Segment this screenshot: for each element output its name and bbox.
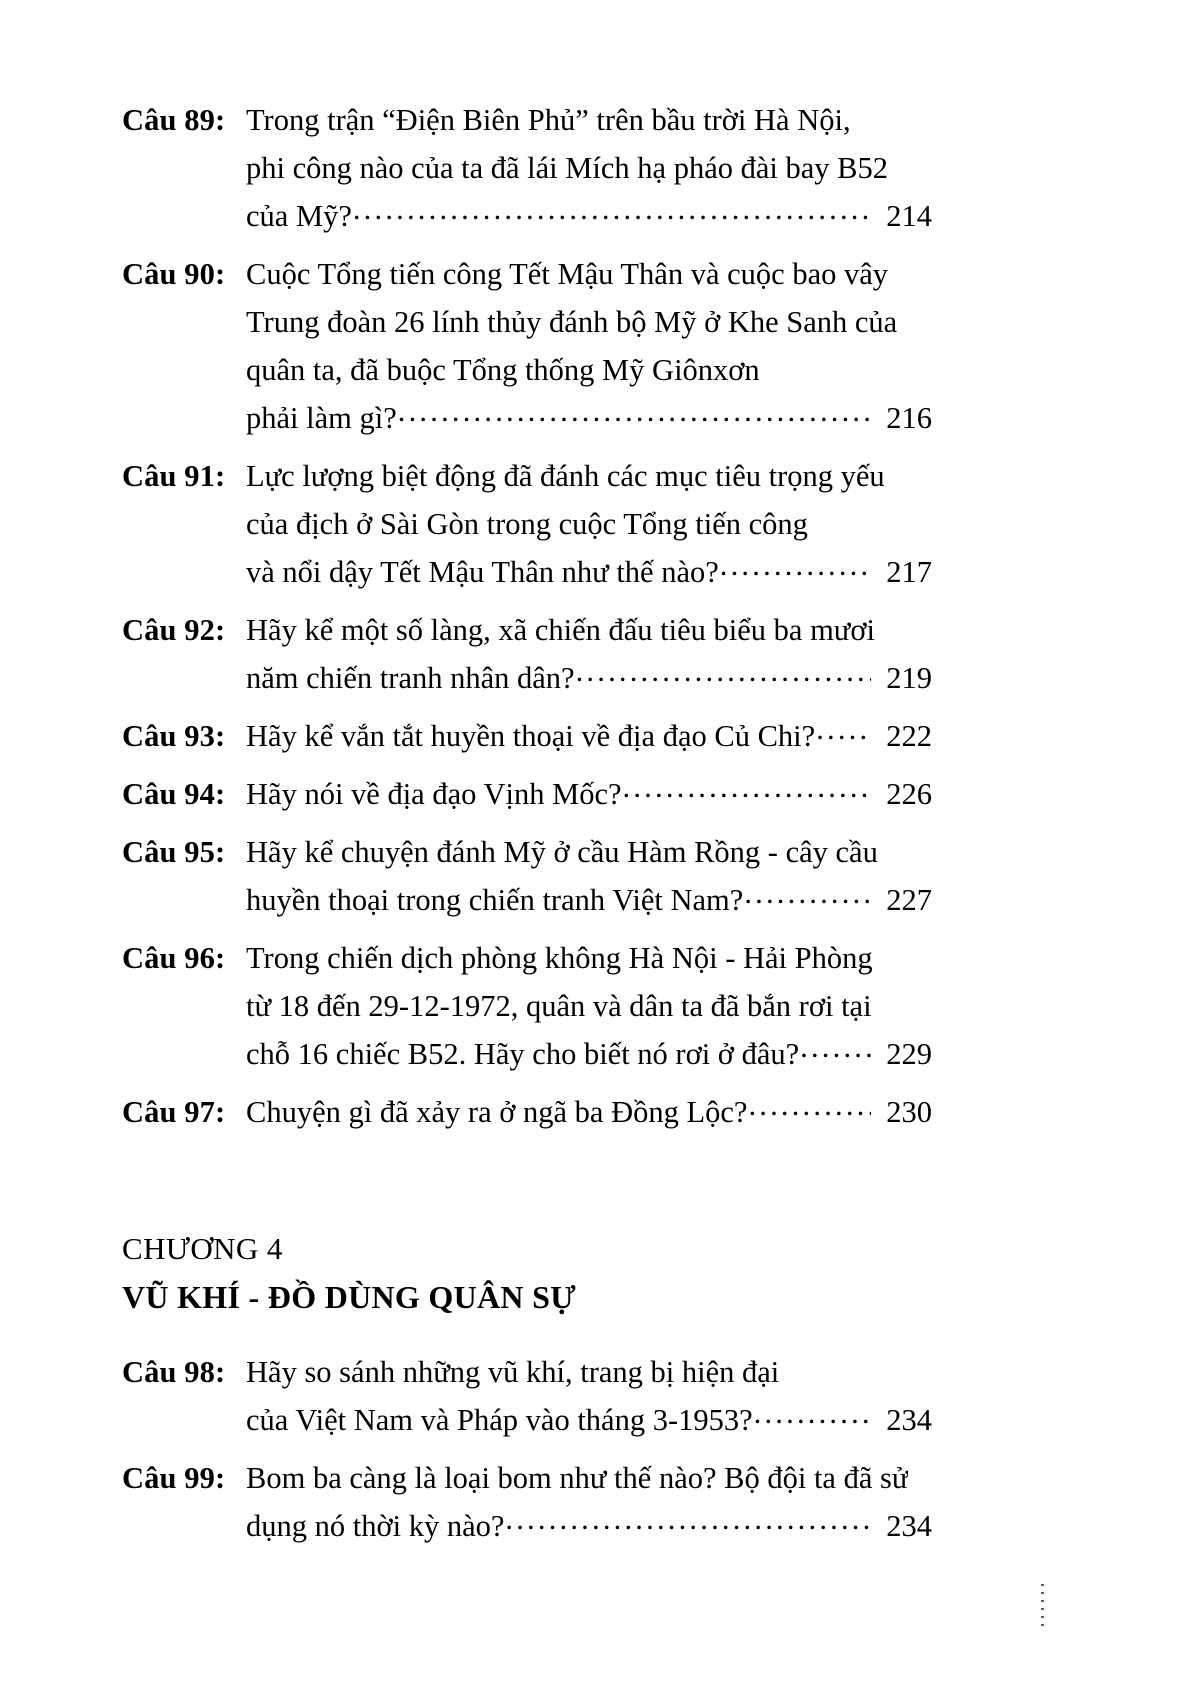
toc-entry-text: phải làm gì? — [246, 401, 397, 435]
toc-entry[interactable] — [122, 452, 932, 596]
toc-entry-line — [122, 1030, 932, 1078]
leader-dots — [353, 196, 871, 227]
toc-entry-text: Chuyện gì đã xảy ra ở ngã ba Đồng Lộc? — [246, 1095, 748, 1129]
toc-entry-line — [122, 96, 932, 144]
leader-dots — [754, 1400, 871, 1431]
toc-entry[interactable] — [122, 1454, 932, 1550]
leader-dots — [720, 552, 871, 583]
toc-page-number: 222 — [886, 719, 932, 753]
toc-entry-text: Trong chiến dịch phòng không Hà Nội - Hải Phòng — [246, 941, 873, 975]
toc-entry-line — [122, 1396, 932, 1444]
toc-entry-label: Câu 97: — [122, 1095, 226, 1129]
leader-dots — [623, 774, 871, 805]
toc-entry-text: quân ta, đã buộc Tổng thống Mỹ Giônxơn — [246, 353, 760, 387]
toc-entry-label: Câu 90: — [122, 257, 226, 291]
toc-entry-label: Câu 98: — [122, 1355, 226, 1389]
leader-dots — [398, 398, 871, 429]
toc-page-number: 226 — [886, 777, 932, 811]
toc-entry-line — [122, 712, 932, 760]
toc-entry[interactable] — [122, 250, 932, 442]
toc-entry-label: Câu 96: — [122, 941, 226, 975]
toc-entry-line — [122, 250, 932, 298]
toc-entry-text: phi công nào của ta đã lái Mích hạ pháo đài bay B52 — [246, 151, 889, 185]
toc-entry[interactable] — [122, 1348, 932, 1444]
toc-entry-line — [122, 346, 932, 394]
toc-entry-line — [122, 1454, 932, 1502]
toc-entry-line — [122, 982, 932, 1030]
leader-dots — [748, 1092, 871, 1123]
toc-entry[interactable] — [122, 828, 932, 924]
toc-entry-text: Lực lượng biệt động đã đánh các mục tiêu trọng yếu — [246, 459, 885, 493]
toc-entry-label: Câu 92: — [122, 613, 226, 647]
toc-entry-text: từ 18 đến 29-12-1972, quân và dân ta đã bắn rơi tại — [246, 989, 872, 1023]
toc-entry-label: Câu 93: — [122, 719, 226, 753]
toc-entry-line — [122, 144, 932, 192]
leader-dots — [505, 1506, 871, 1537]
toc-entry-line — [122, 654, 932, 702]
toc-entry[interactable] — [122, 770, 932, 818]
chapter-heading — [122, 1226, 932, 1322]
toc-entry-label: Câu 95: — [122, 835, 226, 869]
scan-artifact-mark — [1041, 1584, 1044, 1626]
toc-entry-line — [122, 452, 932, 500]
toc-section-chapter4-questions — [122, 1348, 932, 1550]
toc-entry-line — [122, 298, 932, 346]
toc-page-number: 227 — [886, 883, 932, 917]
toc-entry-text: của Mỹ? — [246, 199, 352, 233]
toc-entry-text: Hãy kể một số làng, xã chiến đấu tiêu biểu ba mươi — [246, 613, 875, 647]
toc-entry-label: Câu 99: — [122, 1461, 226, 1495]
toc-entry-line — [122, 394, 932, 442]
leader-dots — [800, 1034, 871, 1065]
toc-entry[interactable] — [122, 1088, 932, 1136]
leader-dots — [576, 658, 871, 689]
toc-entry-text: dụng nó thời kỳ nào? — [246, 1509, 505, 1543]
toc-entry-line — [122, 934, 932, 982]
toc-entry-text: Trong trận “Điện Biên Phủ” trên bầu trời Hà Nội, — [246, 103, 851, 137]
toc-entry-text: Hãy nói về địa đạo Vịnh Mốc? — [246, 777, 622, 811]
table-of-contents — [122, 96, 932, 1560]
toc-page-number: 214 — [886, 199, 932, 233]
toc-page-number: 229 — [886, 1037, 932, 1071]
toc-entry-line — [122, 1088, 932, 1136]
section-spacer — [122, 1146, 932, 1164]
toc-entry-text: của Việt Nam và Pháp vào tháng 3-1953? — [246, 1403, 753, 1437]
toc-entry-line — [122, 548, 932, 596]
toc-entry-text: chỗ 16 chiếc B52. Hãy cho biết nó rơi ở đâu? — [246, 1037, 800, 1071]
chapter-kicker: CHƯƠNG 4 — [122, 1231, 283, 1266]
toc-entry[interactable] — [122, 96, 932, 240]
toc-entry-text: năm chiến tranh nhân dân? — [246, 661, 575, 695]
toc-page-number: 216 — [886, 401, 932, 435]
toc-page-number: 234 — [886, 1403, 932, 1437]
toc-entry-text: Hãy kể vắn tắt huyền thoại về địa đạo Củ Chi? — [246, 719, 816, 753]
toc-entry-text: Hãy so sánh những vũ khí, trang bị hiện đại — [246, 1355, 780, 1389]
toc-entry-text: huyền thoại trong chiến tranh Việt Nam? — [246, 883, 744, 917]
toc-entry-line — [122, 192, 932, 240]
toc-entry-label: Câu 89: — [122, 103, 226, 137]
toc-entry-label: Câu 91: — [122, 459, 226, 493]
toc-page-number: 219 — [886, 661, 932, 695]
leader-dots — [816, 716, 871, 747]
chapter-title: VŨ KHÍ - ĐỒ DÙNG QUÂN SỰ — [122, 1279, 577, 1315]
toc-page-number: 230 — [886, 1095, 932, 1129]
toc-entry-text: Hãy kể chuyện đánh Mỹ ở cầu Hàm Rồng - cây cầu — [246, 835, 878, 869]
toc-entry-line — [122, 770, 932, 818]
leader-dots — [744, 880, 871, 911]
toc-entry-text: Cuộc Tổng tiến công Tết Mậu Thân và cuộc bao vây — [246, 257, 889, 291]
toc-entry-line — [122, 1348, 932, 1396]
toc-page-number: 234 — [886, 1509, 932, 1543]
toc-entry-line — [122, 1502, 932, 1550]
toc-entry[interactable] — [122, 606, 932, 702]
toc-entry[interactable] — [122, 934, 932, 1078]
toc-entry-text: Trung đoàn 26 lính thủy đánh bộ Mỹ ở Khe Sanh của — [246, 305, 898, 339]
toc-entry-line — [122, 828, 932, 876]
toc-entry-line — [122, 606, 932, 654]
toc-entry-text: của địch ở Sài Gòn trong cuộc Tổng tiến công — [246, 507, 808, 541]
toc-entry-line — [122, 500, 932, 548]
toc-entry-text: Bom ba càng là loại bom như thế nào? Bộ đội ta đã sử — [246, 1461, 909, 1495]
toc-entry-text: và nổi dậy Tết Mậu Thân như thế nào? — [246, 555, 719, 589]
toc-entry-label: Câu 94: — [122, 777, 226, 811]
toc-section-chapter3-questions — [122, 96, 932, 1136]
toc-entry-line — [122, 876, 932, 924]
toc-page-number: 217 — [886, 555, 932, 589]
toc-entry[interactable] — [122, 712, 932, 760]
